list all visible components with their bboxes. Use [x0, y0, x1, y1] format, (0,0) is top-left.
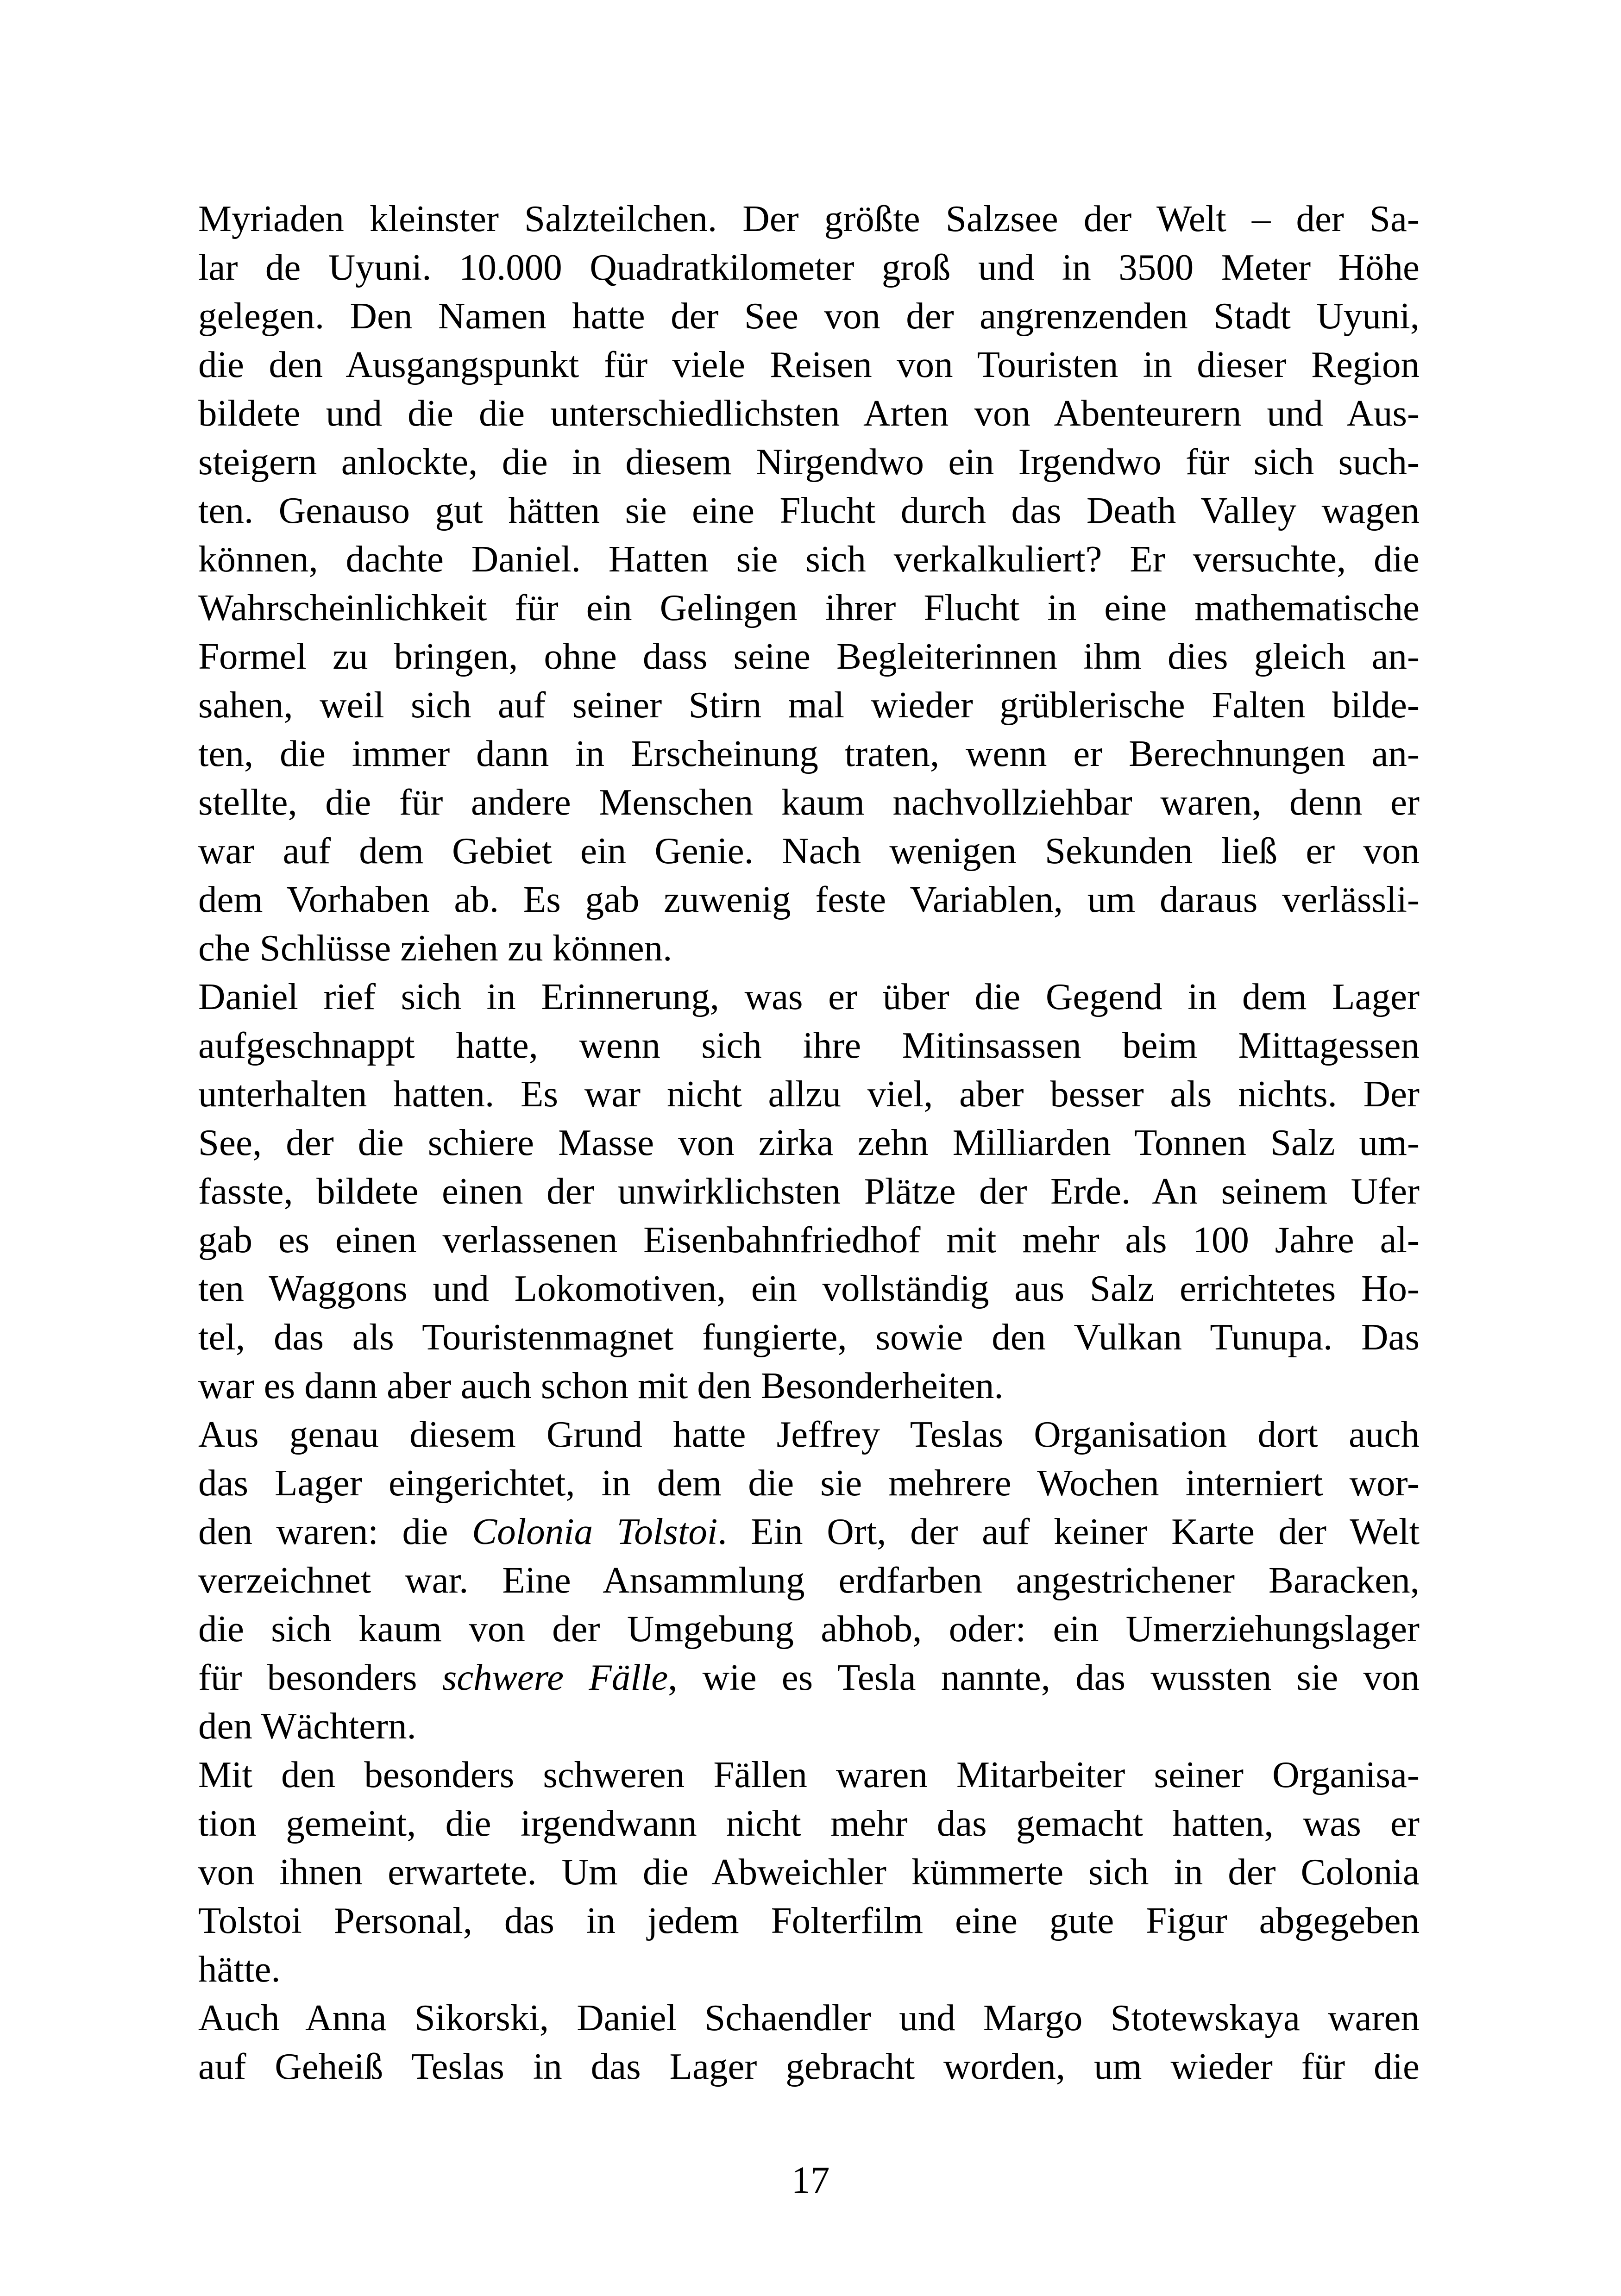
text-segment: Auch Anna Sikorski, Daniel Schaendler und Margo Stotewskaya waren: [198, 1997, 1420, 2039]
text-segment: unterhalten hatten. Es war nicht allzu viel, aber besser als nichts. Der: [198, 1073, 1420, 1115]
text-segment: tel, das als Touristenmagnet fungierte, sowie den Vulkan Tunupa. Das: [198, 1316, 1420, 1358]
text-segment: war auf dem Gebiet ein Genie. Nach wenigen Sekunden ließ er von: [198, 830, 1420, 872]
text-segment: die sich kaum von der Umgebung abhob, oder: ein Umerziehungslager: [198, 1608, 1420, 1650]
text-segment: für besonders: [198, 1656, 442, 1698]
text-segment: Wahrscheinlichkeit für ein Gelingen ihrer Flucht in eine mathematische: [198, 587, 1420, 628]
text-line: [198, 486, 1420, 535]
paragraph: [198, 1410, 1420, 1750]
text-segment: ten Waggons und Lokomotiven, ein vollständig aus Salz errichtetes Ho-: [198, 1267, 1420, 1309]
text-line: [198, 729, 1420, 778]
text-line: [198, 1605, 1420, 1653]
text-line: [198, 389, 1420, 438]
text-segment: die den Ausgangspunkt für viele Reisen von Touristen in dieser Region: [198, 344, 1420, 385]
text-segment: können, dachte Daniel. Hatten sie sich verkalkuliert? Er versuchte, die: [198, 538, 1420, 580]
text-line: [198, 1702, 1420, 1750]
text-segment: auf Geheiß Teslas in das Lager gebracht worden, um wieder für die: [198, 2045, 1420, 2087]
text-segment: , wie es Tesla nannte, das wussten sie von: [668, 1656, 1420, 1698]
text-segment: Myriaden kleinster Salzteilchen. Der größte Salzsee der Welt – der Sa-: [198, 198, 1420, 239]
text-line: [198, 1799, 1420, 1848]
text-segment: stellte, die für andere Menschen kaum nachvollziehbar waren, denn er: [198, 781, 1420, 823]
text-line: [198, 2042, 1420, 2091]
text-segment: gelegen. Den Namen hatte der See von der angrenzenden Stadt Uyuni,: [198, 295, 1420, 337]
text-line: [198, 438, 1420, 486]
text-line: [198, 875, 1420, 924]
text-line: [198, 972, 1420, 1021]
text-line: [198, 583, 1420, 632]
italic-phrase: Colonia Tolstoi: [472, 1511, 718, 1552]
text-segment: den Wächtern.: [198, 1705, 416, 1747]
text-segment: sahen, weil sich auf seiner Stirn mal wieder grüblerische Falten bilde-: [198, 684, 1420, 726]
body-text: [198, 194, 1420, 2091]
text-line: [198, 1264, 1420, 1313]
text-segment: das Lager eingerichtet, in dem die sie mehrere Wochen interniert wor-: [198, 1462, 1420, 1504]
text-line: [198, 632, 1420, 681]
text-segment: fasste, bildete einen der unwirklichsten Plätze der Erde. An seinem Ufer: [198, 1170, 1420, 1212]
text-line: [198, 1021, 1420, 1070]
text-segment: steigern anlockte, die in diesem Nirgendwo ein Irgendwo für sich such-: [198, 441, 1420, 483]
text-segment: den waren: die: [198, 1511, 472, 1552]
text-segment: gab es einen verlassenen Eisenbahnfriedhof mit mehr als 100 Jahre al-: [198, 1219, 1420, 1261]
text-segment: Tolstoi Personal, das in jedem Folterfilm eine gute Figur abgegeben: [198, 1900, 1420, 1941]
text-line: [198, 535, 1420, 583]
page-number: 17: [791, 2158, 830, 2201]
text-segment: See, der die schiere Masse von zirka zehn Milliarden Tonnen Salz um-: [198, 1122, 1420, 1163]
text-segment: Mit den besonders schweren Fällen waren Mitarbeiter seiner Organisa-: [198, 1754, 1420, 1795]
text-line: [198, 340, 1420, 389]
italic-phrase: schwere Fälle: [442, 1656, 668, 1698]
text-line: [198, 1410, 1420, 1459]
text-line: [198, 1070, 1420, 1118]
text-segment: bildete und die die unterschiedlichsten Arten von Abenteurern und Aus-: [198, 392, 1420, 434]
text-line: [198, 1945, 1420, 1994]
text-segment: . Ein Ort, der auf keiner Karte der Welt: [717, 1511, 1420, 1552]
text-segment: ten. Genauso gut hätten sie eine Flucht durch das Death Valley wagen: [198, 489, 1420, 531]
text-line: [198, 1896, 1420, 1945]
text-segment: von ihnen erwartete. Um die Abweichler kümmerte sich in der Colonia: [198, 1851, 1420, 1893]
text-line: [198, 292, 1420, 340]
text-segment: Daniel rief sich in Erinnerung, was er über die Gegend in dem Lager: [198, 976, 1420, 1017]
text-line: [198, 778, 1420, 827]
text-segment: aufgeschnappt hatte, wenn sich ihre Mitinsassen beim Mittagessen: [198, 1024, 1420, 1066]
text-segment: hätte.: [198, 1948, 281, 1990]
text-line: [198, 1313, 1420, 1361]
paragraph: [198, 194, 1420, 972]
text-line: [198, 1653, 1420, 1702]
text-line: [198, 1507, 1420, 1556]
text-line: [198, 1459, 1420, 1507]
text-line: [198, 194, 1420, 243]
text-segment: tion gemeint, die irgendwann nicht mehr das gemacht hatten, was er: [198, 1802, 1420, 1844]
text-line: [198, 1118, 1420, 1167]
text-line: [198, 243, 1420, 292]
text-line: [198, 924, 1420, 972]
text-line: [198, 827, 1420, 875]
text-line: [198, 1556, 1420, 1605]
text-segment: ten, die immer dann in Erscheinung traten, wenn er Berechnungen an-: [198, 733, 1420, 774]
text-line: [198, 1361, 1420, 1410]
text-line: [198, 1750, 1420, 1799]
text-segment: war es dann aber auch schon mit den Besonderheiten.: [198, 1365, 1004, 1406]
text-segment: che Schlüsse ziehen zu können.: [198, 927, 672, 969]
text-line: [198, 1848, 1420, 1896]
paragraph: [198, 1994, 1420, 2091]
text-segment: dem Vorhaben ab. Es gab zuwenig feste Variablen, um daraus verlässli-: [198, 878, 1420, 920]
paragraph: [198, 972, 1420, 1410]
text-segment: Aus genau diesem Grund hatte Jeffrey Teslas Organisation dort auch: [198, 1413, 1420, 1455]
text-line: [198, 1216, 1420, 1264]
text-segment: Formel zu bringen, ohne dass seine Begleiterinnen ihm dies gleich an-: [198, 635, 1420, 677]
text-line: [198, 681, 1420, 729]
text-segment: lar de Uyuni. 10.000 Quadratkilometer groß und in 3500 Meter Höhe: [198, 246, 1420, 288]
text-line: [198, 1167, 1420, 1216]
text-segment: verzeichnet war. Eine Ansammlung erdfarben angestrichener Baracken,: [198, 1559, 1420, 1601]
text-line: [198, 1994, 1420, 2042]
paragraph: [198, 1750, 1420, 1994]
